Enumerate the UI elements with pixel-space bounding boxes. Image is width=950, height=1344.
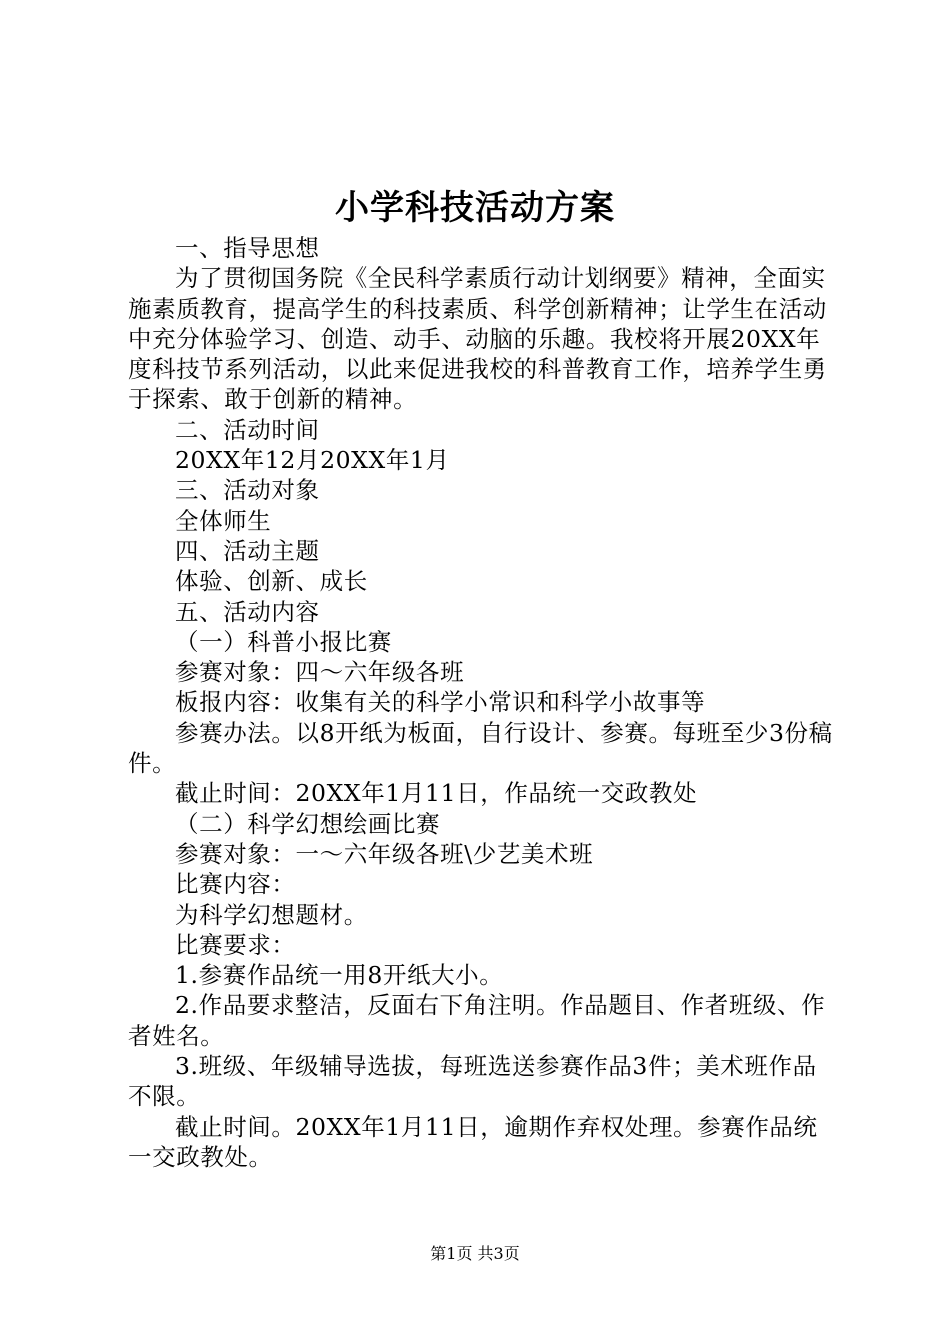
paragraph-contest-content: 为科学幻想题材。 [175, 900, 368, 929]
paragraph-activity-theme: 体验、创新、成长 [175, 567, 368, 596]
paragraph-deadline-2: 截止时间。20XX年1月11日，逾期作弃权处理。参赛作品统一交政教处。 [128, 1112, 818, 1171]
section-heading-activity-theme: 四、活动主题 [175, 536, 320, 565]
paragraph-requirements-label: 比赛要求： [175, 930, 296, 959]
paragraph-contest-content-label: 比赛内容： [175, 870, 296, 899]
paragraph-requirement-1: 1.参赛作品统一用8开纸大小。 [175, 961, 504, 990]
paragraph-deadline-1: 截止时间：20XX年1月11日，作品统一交政教处 [175, 779, 698, 808]
section-heading-activity-target: 三、活动对象 [175, 476, 320, 505]
paragraph-guiding-idea: 为了贯彻国务院《全民科学素质行动计划纲要》精神，全面实施素质教育，提高学生的科技素质、科学创新精神；让学生在活动中充分体验学习、创造、动手、动脑的乐趣。我校将开展20XX年度科技节系列活动，以此来促进我校的科普教育工作，培养学生勇于探索、敢于创新的精神。 [128, 264, 827, 414]
paragraph-requirement-2: 2.作品要求整洁，反面右下角注明。作品题目、作者班级、作者姓名。 [128, 991, 826, 1050]
subsection-heading-science-newspaper: （一）科普小报比赛 [175, 627, 392, 656]
paragraph-participants-1: 参赛对象：四～六年级各班 [175, 658, 465, 687]
section-heading-activity-time: 二、活动时间 [175, 415, 320, 444]
section-heading-activity-content: 五、活动内容 [175, 597, 320, 626]
document-body [128, 233, 838, 1172]
paragraph-entry-method: 参赛办法。以8开纸为板面，自行设计、参赛。每班至少3份稿件。 [128, 718, 833, 778]
subsection-heading-fantasy-painting: （二）科学幻想绘画比赛 [175, 809, 441, 838]
paragraph-participants-2: 参赛对象：一～六年级各班\少艺美术班 [175, 839, 594, 868]
section-heading-guiding-idea: 一、指导思想 [175, 234, 320, 262]
paragraph-board-content: 板报内容：收集有关的科学小常识和科学小故事等 [175, 688, 706, 717]
paragraph-requirement-3: 3.班级、年级辅导选拔，每班选送参赛作品3件；美术班作品不限。 [128, 1052, 817, 1111]
paragraph-activity-target: 全体师生 [175, 506, 272, 535]
document-title: 小学科技活动方案 [335, 188, 615, 228]
paragraph-activity-time: 20XX年12月20XX年1月 [175, 446, 450, 475]
page-footer: 第1页 共3页 [430, 1244, 520, 1263]
